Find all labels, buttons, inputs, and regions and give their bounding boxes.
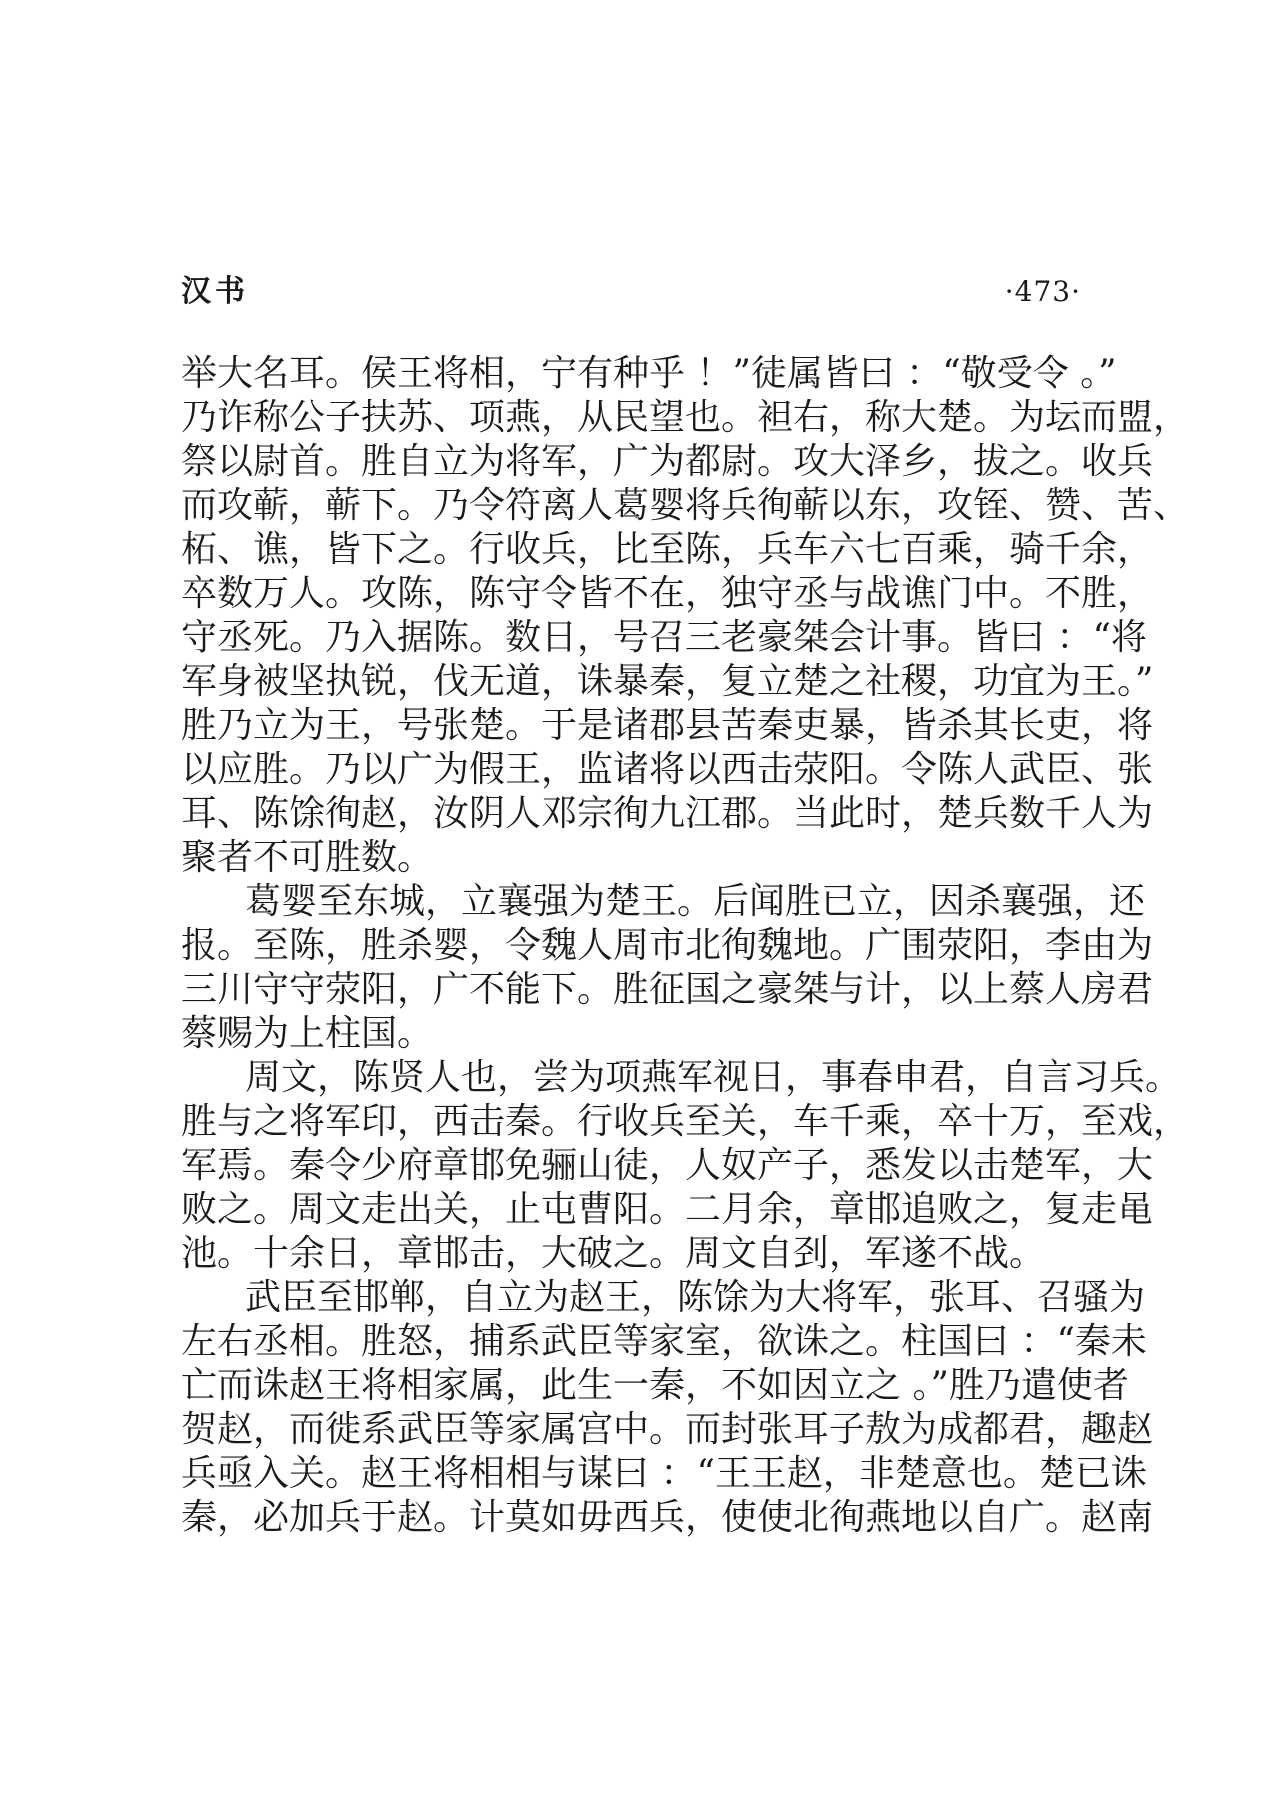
page-number: ·473· — [1004, 275, 1081, 308]
text-line: 以应胜。乃以广为假王，监诸将以西击荥阳。令陈人武臣、张 — [181, 749, 1154, 790]
text-line: 祭以尉首。胜自立为将军，广为都尉。攻大泽乡，拔之。收兵 — [181, 441, 1154, 482]
text-line: 耳、陈馀徇赵，汝阴人邓宗徇九江郡。当此时，楚兵数千人为 — [181, 793, 1154, 834]
text-line: 败之。周文走出关，止屯曹阳。二月余，章邯追败之，复走黾 — [181, 1189, 1154, 1230]
text-line: 周文，陈贤人也，尝为项燕军视日，事春申君，自言习兵。 — [245, 1057, 1182, 1098]
text-line: 军身被坚执锐，伐无道，诛暴秦，复立楚之社稷，功宜为王。” — [181, 661, 1154, 702]
text-line: 胜与之将军印，西击秦。行收兵至关，车千乘，卒十万，至戏， — [181, 1101, 1190, 1142]
text-line: 报。至陈，胜杀婴，令魏人周市北徇魏地。广围荥阳，李由为 — [181, 925, 1154, 966]
text-line: 而攻蕲，蕲下。乃令符离人葛婴将兵徇蕲以东，攻铚、赞、苦、 — [181, 485, 1190, 526]
text-line: 三川守守荥阳，广不能下。胜征国之豪桀与计，以上蔡人房君 — [181, 969, 1154, 1010]
running-head — [181, 272, 1081, 312]
body-text — [181, 352, 1190, 1540]
text-line: 葛婴至东城，立襄强为楚王。后闻胜已立，因杀襄强，还 — [245, 881, 1146, 922]
text-line: 守丞死。乃入据陈。数日，号召三老豪桀会计事。皆曰 ：“将 — [181, 617, 1147, 658]
text-line: 武臣至邯郸，自立为赵王，陈馀为大将军，张耳、召骚为 — [245, 1277, 1146, 1318]
text-line: 亡而诛赵王将相家属，此生一秦，不如因立之 。”胜乃遣使者 — [181, 1365, 1129, 1406]
text-line: 乃诈称公子扶苏、项燕，从民望也。袒右，称大楚。为坛而盟， — [181, 397, 1190, 438]
text-line: 举大名耳。侯王将相，宁有种乎 ！”徒属皆曰 ：“敬受令 。” — [181, 353, 1117, 394]
text-line: 柘、谯，皆下之。行收兵，比至陈，兵车六七百乘，骑千余， — [181, 529, 1154, 570]
book-title: 汉书 — [181, 274, 249, 309]
text-line: 军焉。秦令少府章邯免骊山徒，人奴产子，悉发以击楚军，大 — [181, 1145, 1154, 1186]
text-line: 兵亟入关。赵王将相相与谋曰 ：“王王赵，非楚意也。楚已诛 — [181, 1453, 1147, 1494]
text-line: 池。十余日，章邯击，大破之。周文自刭，军遂不战。 — [181, 1233, 1046, 1274]
text-line: 胜乃立为王，号张楚。于是诸郡县苦秦吏暴，皆杀其长吏，将 — [181, 705, 1154, 746]
text-line: 秦，必加兵于赵。计莫如毋西兵，使使北徇燕地以自广。赵南 — [181, 1497, 1154, 1538]
text-line: 蔡赐为上柱国。 — [181, 1013, 434, 1054]
text-line: 贺赵，而徙系武臣等家属宫中。而封张耳子敖为成都君，趣赵 — [181, 1409, 1154, 1450]
text-line: 卒数万人。攻陈，陈守令皆不在，独守丞与战谯门中。不胜， — [181, 573, 1154, 614]
text-line: 左右丞相。胜怒，捕系武臣等家室，欲诛之。柱国曰 ：“秦未 — [181, 1321, 1147, 1362]
text-line: 聚者不可胜数。 — [181, 837, 434, 878]
